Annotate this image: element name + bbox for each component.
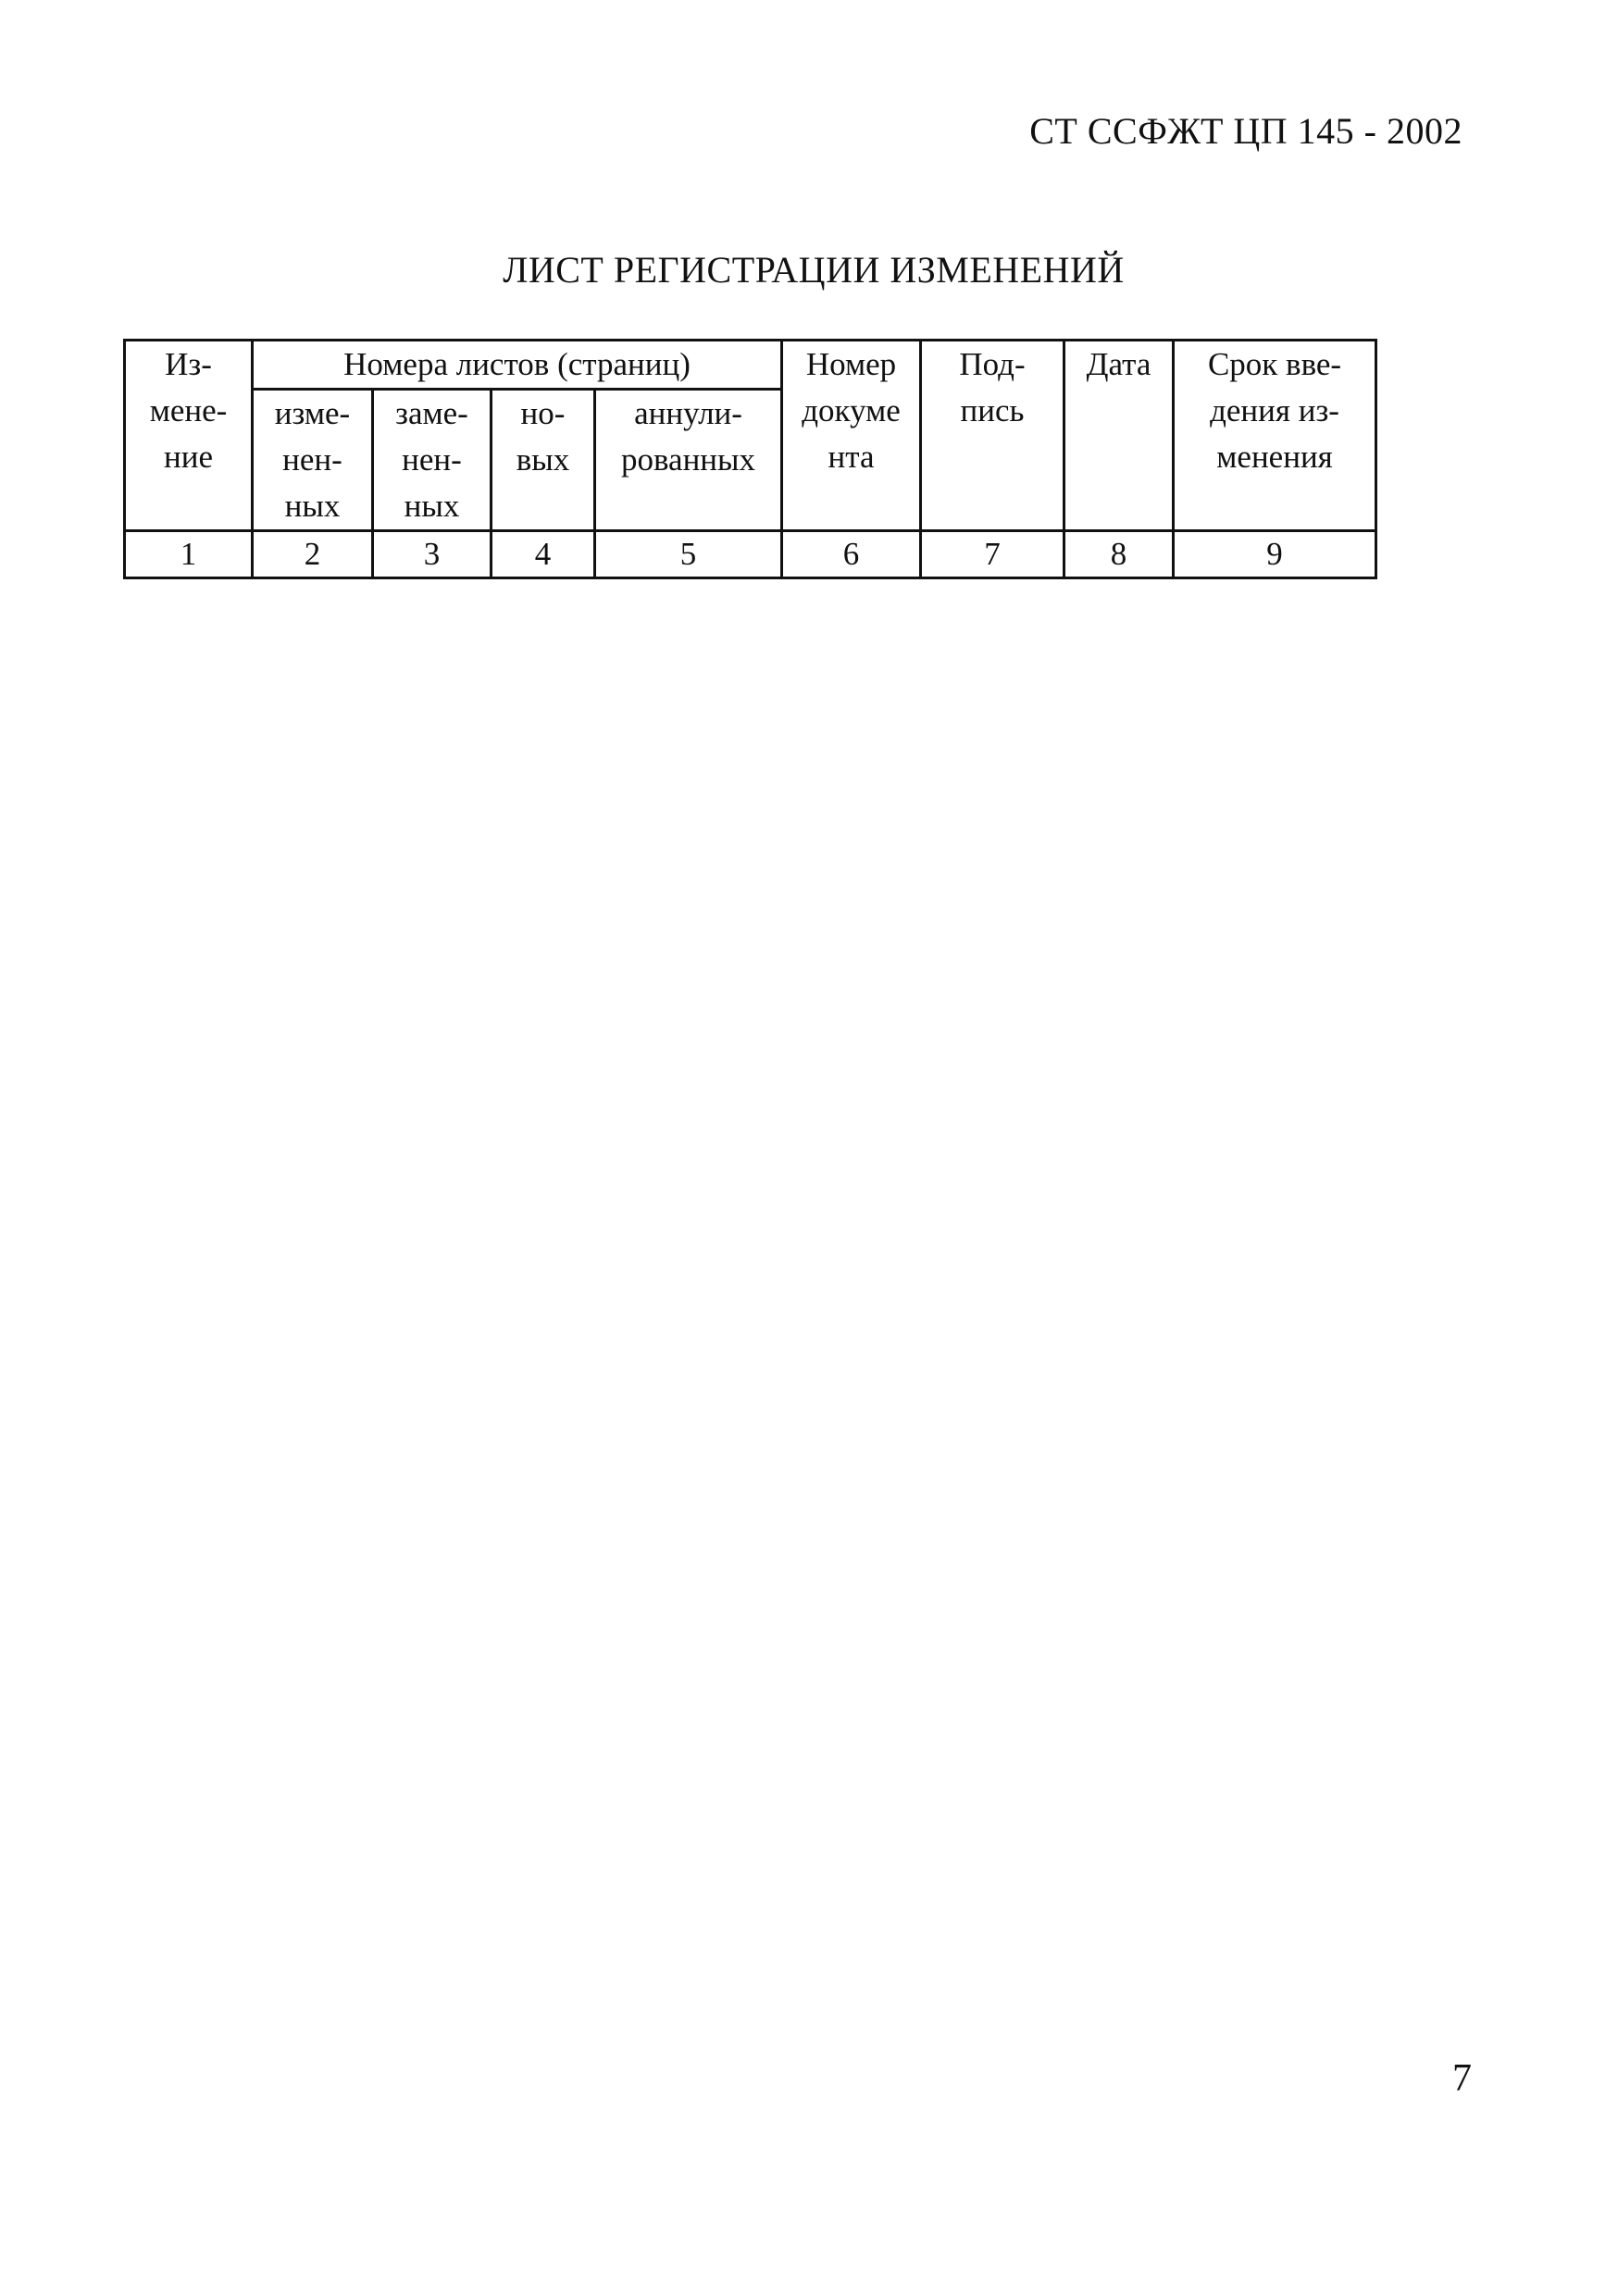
column-number-8: 8 bbox=[1064, 531, 1174, 578]
column-number-7: 7 bbox=[921, 531, 1064, 578]
column-number-9: 9 bbox=[1174, 531, 1376, 578]
header-sheet-numbers bbox=[253, 341, 782, 390]
header-term bbox=[1174, 341, 1376, 531]
page-number: 7 bbox=[1452, 2057, 1472, 2100]
header-sheet-numbers-label: Номера листов (страниц) bbox=[343, 346, 691, 382]
header-changed-label: изме- нен- ных bbox=[274, 395, 351, 524]
table-header-row-1 bbox=[125, 341, 1376, 390]
page-title: ЛИСТ РЕГИСТРАЦИИ ИЗМЕНЕНИЙ bbox=[503, 249, 1125, 291]
column-number-2: 2 bbox=[253, 531, 373, 578]
document-code: СТ ССФЖТ ЦП 145 - 2002 bbox=[1029, 110, 1462, 152]
header-annulled-label: аннули- рованных bbox=[620, 395, 756, 478]
header-new bbox=[492, 390, 595, 531]
header-replaced-label: заме- нен- ных bbox=[395, 395, 468, 524]
header-signature-label: Под- пись bbox=[959, 346, 1026, 428]
column-number-5: 5 bbox=[595, 531, 782, 578]
header-date bbox=[1064, 341, 1174, 531]
header-date-label: Дата bbox=[1086, 346, 1151, 382]
header-new-label: но- вых bbox=[516, 395, 570, 478]
column-number-1: 1 bbox=[125, 531, 253, 578]
header-change bbox=[125, 341, 253, 531]
column-number-4: 4 bbox=[492, 531, 595, 578]
header-document-number bbox=[782, 341, 921, 531]
header-annulled bbox=[595, 390, 782, 531]
header-document-number-label: Номер докуме нта bbox=[802, 346, 901, 475]
header-term-label: Срок вве- дения из- менения bbox=[1207, 346, 1342, 475]
header-change-label: Из- мене- ние bbox=[149, 346, 228, 475]
column-number-row bbox=[125, 531, 1376, 578]
column-number-6: 6 bbox=[782, 531, 921, 578]
change-registration-table bbox=[123, 339, 1377, 579]
header-changed bbox=[253, 390, 373, 531]
header-replaced bbox=[373, 390, 492, 531]
column-number-3: 3 bbox=[373, 531, 492, 578]
header-signature bbox=[921, 341, 1064, 531]
